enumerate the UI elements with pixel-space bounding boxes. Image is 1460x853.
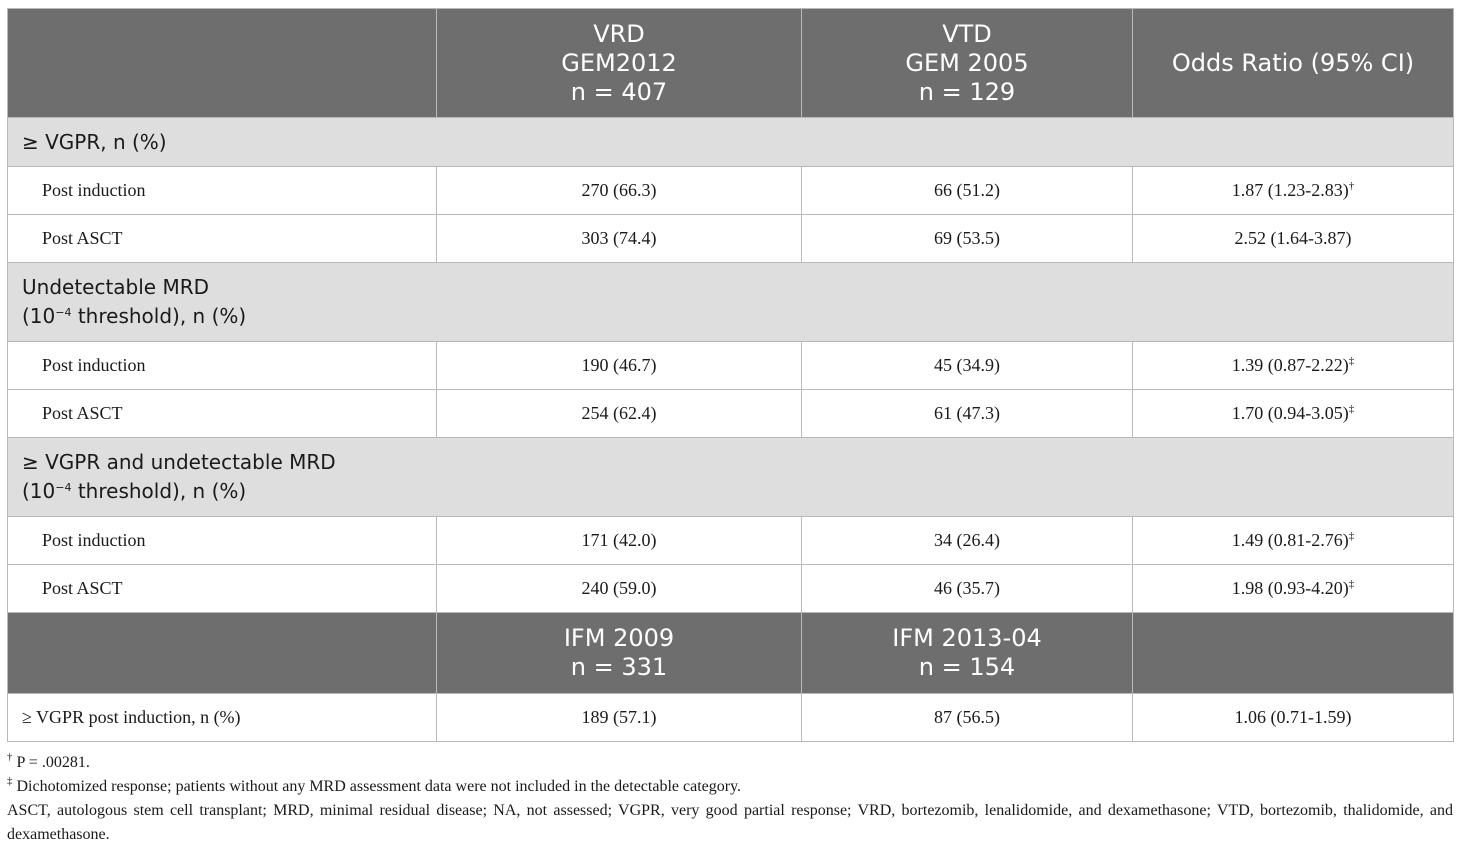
odds-ratio-value: 2.52 (1.64-3.87) (1234, 228, 1352, 248)
row-label: Post ASCT (8, 565, 437, 613)
odds-ratio-value: 1.98 (0.93-4.20) (1231, 578, 1349, 598)
table-row (8, 517, 1454, 565)
row-label: Post induction (8, 167, 437, 215)
table-row (8, 215, 1454, 263)
exponent: −4 (55, 306, 72, 319)
odds-ratio-value: 1.70 (0.94-3.05) (1231, 403, 1349, 423)
footnote-mark: ‡ (7, 775, 13, 787)
footnote-double-dagger (7, 775, 1453, 799)
row-label: Post induction (8, 342, 437, 390)
footnote-text: P = .00281. (12, 754, 90, 771)
header-vrd-line2: GEM2012 (561, 48, 677, 77)
cell-vrd: 190 (46.7) (437, 342, 802, 390)
section-title-vgpr-mrd (8, 438, 1454, 517)
section-title-vgpr-mrd-line1: ≥ VGPR and undetectable MRD (22, 450, 336, 474)
footnote-mark: ‡ (1348, 403, 1355, 415)
cell-vtd: 69 (53.5) (802, 215, 1133, 263)
cell-vtd: 45 (34.9) (802, 342, 1133, 390)
section-row-vgpr (8, 118, 1454, 167)
row-label: Post ASCT (8, 215, 437, 263)
cell-odds-ratio (1133, 390, 1454, 438)
footnote-mark: ‡ (1348, 530, 1355, 542)
cell-odds-ratio (1133, 565, 1454, 613)
cell-odds-ratio (1133, 215, 1454, 263)
row-label: Post ASCT (8, 390, 437, 438)
footnote-dagger (7, 751, 1453, 775)
section-row-mrd (8, 263, 1454, 342)
section-title-vgpr: ≥ VGPR, n (%) (8, 118, 1454, 167)
section-title-mrd-line1: Undetectable MRD (22, 275, 210, 299)
header-odds-ratio: Odds Ratio (95% CI) (1133, 9, 1454, 118)
odds-ratio-value: 1.87 (1.23-2.83) (1231, 180, 1349, 200)
section-row-vgpr-mrd (8, 438, 1454, 517)
results-table (7, 8, 1454, 742)
section-title-mrd (8, 263, 1454, 342)
header-ifm-2013 (802, 613, 1133, 694)
table-row (8, 390, 1454, 438)
cell-vrd: 240 (59.0) (437, 565, 802, 613)
header-vtd-line3: n = 129 (918, 77, 1016, 106)
cell-vtd: 34 (26.4) (802, 517, 1133, 565)
row-label: Post induction (8, 517, 437, 565)
cell-odds-ratio (1133, 167, 1454, 215)
header-vrd-line1: VRD (593, 19, 645, 48)
table-header-row (8, 9, 1454, 118)
header-vtd (802, 9, 1133, 118)
footnote-mark: † (7, 751, 13, 763)
footnote-text: Dichotomized response; patients without any MRD assessment data were not included in the detectable category. (12, 778, 742, 795)
section-title-mrd-line2b: threshold), n (%) (71, 304, 247, 328)
cell-vtd: 66 (51.2) (802, 167, 1133, 215)
header-ifm-2009-line1: IFM 2009 (563, 624, 675, 652)
header-ifm-2009 (437, 613, 802, 694)
table-row (8, 342, 1454, 390)
cell-odds-ratio (1133, 342, 1454, 390)
section-title-mrd-line2a: (10 (22, 304, 56, 328)
cell-vrd: 171 (42.0) (437, 517, 802, 565)
table-row (8, 167, 1454, 215)
exponent: −4 (55, 481, 72, 494)
header-vtd-line1: VTD (942, 19, 992, 48)
cell-vrd: 254 (62.4) (437, 390, 802, 438)
ifm-header-row (8, 613, 1454, 694)
results-table-container (7, 8, 1453, 742)
cell-vtd: 61 (47.3) (802, 390, 1133, 438)
footnote-mark: † (1348, 180, 1355, 192)
cell-ifm-2013: 87 (56.5) (802, 694, 1133, 742)
footnote-abbreviations: ASCT, autologous stem cell transplant; MRD, minimal residual disease; NA, not assessed; VGPR, very good partial response; VRD, bortezomib, lenalidomide, and dexamethasone; VTD, bortezomib, thalidomide, and dexamethasone. (7, 802, 1453, 843)
odds-ratio-value: 1.39 (0.87-2.22) (1231, 355, 1349, 375)
cell-ifm-2009: 189 (57.1) (437, 694, 802, 742)
ifm-header-empty-cell-right (1133, 613, 1454, 694)
odds-ratio-value: 1.49 (0.81-2.76) (1231, 530, 1349, 550)
footnote-mark: ‡ (1348, 355, 1355, 367)
header-ifm-2013-line2: n = 154 (918, 653, 1016, 681)
footnote-mark: ‡ (1348, 578, 1355, 590)
header-vrd-line3: n = 407 (570, 77, 668, 106)
ifm-header-empty-cell (8, 613, 437, 694)
cell-odds-ratio (1133, 517, 1454, 565)
section-title-vgpr-mrd-line2a: (10 (22, 479, 56, 503)
cell-vrd: 270 (66.3) (437, 167, 802, 215)
table-row (8, 694, 1454, 742)
row-label: ≥ VGPR post induction, n (%) (8, 694, 437, 742)
table-footnotes (7, 751, 1453, 847)
table-row (8, 565, 1454, 613)
cell-vrd: 303 (74.4) (437, 215, 802, 263)
header-empty-cell (8, 9, 437, 118)
header-vrd (437, 9, 802, 118)
cell-odds-ratio: 1.06 (0.71-1.59) (1133, 694, 1454, 742)
header-vtd-line2: GEM 2005 (905, 48, 1029, 77)
header-ifm-2009-line2: n = 331 (570, 653, 668, 681)
header-ifm-2013-line1: IFM 2013-04 (892, 624, 1042, 652)
section-title-vgpr-mrd-line2b: threshold), n (%) (71, 479, 247, 503)
cell-vtd: 46 (35.7) (802, 565, 1133, 613)
